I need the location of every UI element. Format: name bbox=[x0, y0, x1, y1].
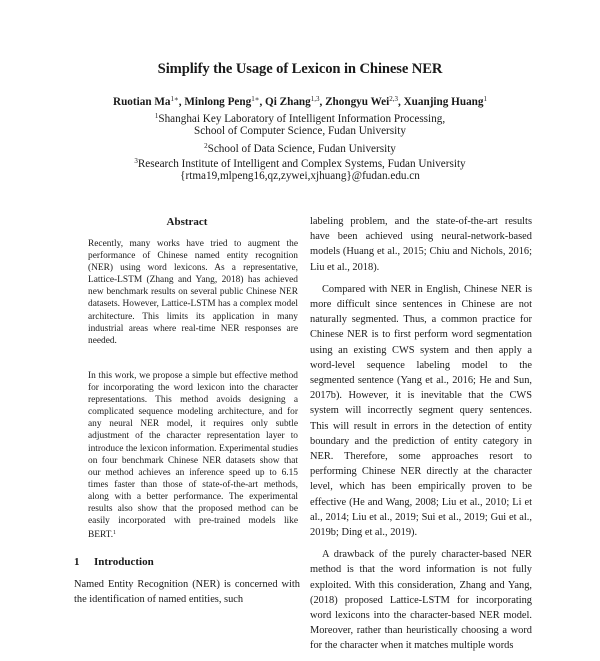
author: Zhongyu Wei bbox=[325, 96, 390, 108]
author-affil-mark: 2,3 bbox=[389, 95, 398, 103]
affiliation-text: School of Data Science, Fudan University bbox=[207, 143, 396, 155]
abstract-paragraph-2 bbox=[88, 370, 298, 541]
author: Qi Zhang bbox=[265, 96, 311, 108]
affiliation-text: School of Computer Science, Fudan University bbox=[194, 125, 406, 137]
author-affil-mark: 1∗ bbox=[251, 95, 260, 103]
abstract-text-body: In this work, we propose a simple but effective method for incorporating the word lexicon into the character representations. This method avoids designing a complicated sequence modeling architecture, and for any neural NER model, it requires only subtle adjustment of the character representation layer to introduce the lexicon information. Experimental studies on four benchmark Chinese NER datasets show that our method achieves an inference speed up to 6.15 times faster than those of state-of-the-art methods, along with a better performance. The experimental results also show that the proposed method can be easily incorporated with pre-trained models like BERT. bbox=[88, 371, 298, 541]
author: Ruotian Ma bbox=[113, 96, 171, 108]
abstract-text bbox=[88, 370, 298, 541]
introduction-text: Named Entity Recognition (NER) is concerned with the identification of named entities, such bbox=[74, 579, 300, 605]
section-number: 1 bbox=[74, 556, 80, 568]
section-title: Introduction bbox=[94, 556, 154, 568]
author: Minlong Peng bbox=[184, 96, 252, 108]
affil-mark: 1 bbox=[154, 112, 159, 120]
abstract-text: Recently, many works have tried to augment the performance of Chinese named entity recognition (NER) using word lexicons. As a representative, Lattice-LSTM (Zhang and Yang, 2018) has achieved new benchmark results on several public Chinese NER datasets. However, Lattice-LSTM has a complex model architecture. This limits its application in many industrial areas where real-time NER responses are needed. bbox=[88, 239, 298, 346]
affiliation-text: Research Institute of Intelligent and Complex Systems, Fudan University bbox=[137, 158, 466, 170]
author-emails bbox=[0, 169, 600, 184]
author-list: Ruotian $Ma^{1∗}$, Minlong Peng$^{1∗}$, Qi Zhang$^{1,3}$, Zhongyu Wei$^{2,3}$, Xuanjing Huang$^1$ bbox=[113, 95, 487, 108]
email-text: {rtma19,mlpeng16,qz,zywei,xjhuang}@fudan.edu.cn bbox=[180, 170, 420, 182]
author-affil-mark: 1∗ bbox=[170, 95, 179, 103]
right-column bbox=[310, 214, 532, 661]
affiliation-line bbox=[0, 124, 600, 139]
body-paragraph: labeling problem, and the state-of-the-art results have been achieved using neural-network-based models (Huang et al., 2015; Chiu and Nichols, 2016; Liu et al., 2018). bbox=[310, 216, 532, 273]
footnote-mark: 1 bbox=[113, 530, 117, 537]
abstract-paragraph-1 bbox=[88, 238, 298, 347]
affil-mark: 2 bbox=[204, 142, 208, 150]
section-heading-introduction bbox=[74, 556, 154, 568]
body-paragraph: A drawback of the purely character-based NER method is that the word information is not fully exploited. With this consideration, Zhang and Yang, (2018) proposed Lattice-LSTM for incorporating word lexicons into the character-based NER model. Moreover, rather than heuristically choosing a word for the character when it matches multiple words bbox=[310, 549, 532, 652]
abstract-heading: Abstract bbox=[166, 216, 208, 228]
author-affil-mark: 1,3 bbox=[310, 95, 320, 103]
author-affil-mark: 1 bbox=[483, 95, 487, 103]
paper-title: Simplify the Usage of Lexicon in Chinese NER bbox=[157, 61, 443, 77]
author: Xuanjing Huang bbox=[403, 96, 484, 108]
affil-mark: 3 bbox=[134, 157, 138, 165]
body-paragraph: Compared with NER in English, Chinese NER is more difficult since sentences in Chinese are not naturally segmented. Thus, a common practice for Chinese NER is to first perform word segmentation using an existing CWS system and then apply a word-level sequence labeling model to the segmented sentence (Yang et al., 2016; He and Sun, 2017b). However, it is inevitable that the CWS system will incorrectly segment query sentences. This will result in errors in the detection of entity boundary and the prediction of entity category in NER. Therefore, some approaches resort to performing Chinese NER directly at the character level, which has been empirically proven to be effective (He and Wang, 2008; Liu et al., 2010; Li et al., 2014; Liu et al., 2019; Sui et al., 2019; Gui et al., 2019b; Ding et al., 2019). bbox=[310, 283, 532, 539]
affiliation-text: Shanghai Key Laboratory of Intelligent Information Processing, bbox=[158, 113, 446, 125]
